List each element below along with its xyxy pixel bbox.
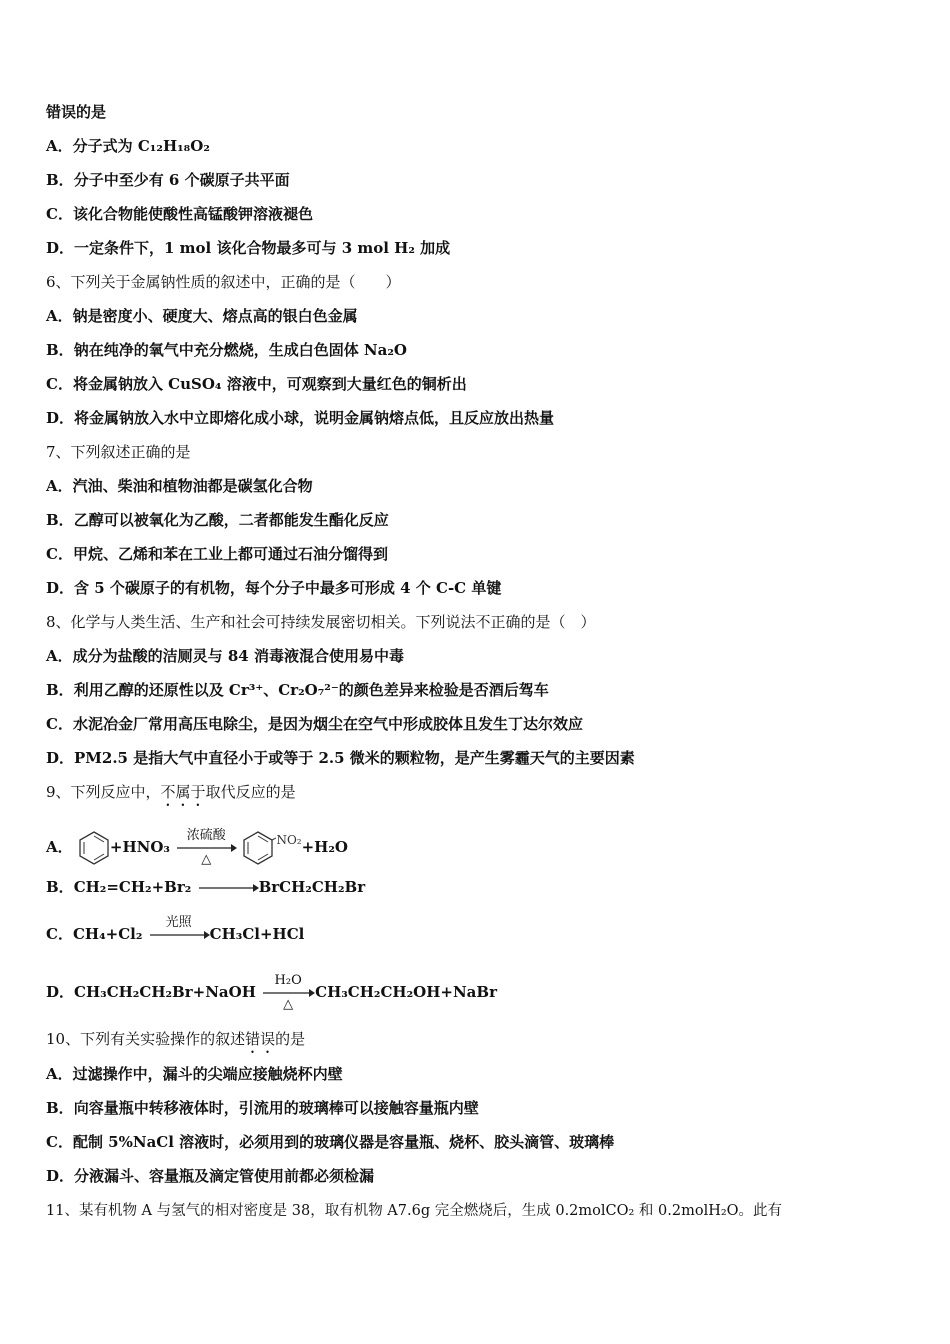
q9-stem-pre: 9、下列反应中， bbox=[46, 783, 161, 801]
q9-option-b bbox=[46, 877, 365, 897]
q6-stem: 6、下列关于金属钠性质的叙述中，正确的是（ ） bbox=[46, 273, 401, 291]
option-letter: C． bbox=[46, 205, 73, 223]
q5-option-a bbox=[46, 136, 210, 156]
option-letter: C． bbox=[46, 545, 73, 563]
option-text: 水泥冶金厂常用高压电除尘，是因为烟尘在空气中形成胶体且发生丁达尔效应 bbox=[72, 715, 583, 733]
q9d-condition-bottom: △ bbox=[283, 997, 294, 1012]
q9-stem-emphasis: 不属于 bbox=[160, 783, 206, 801]
option-text: 分子式为 C₁₂H₁₈O₂ bbox=[72, 137, 210, 155]
option-letter: A． bbox=[46, 647, 73, 665]
option-letter: A． bbox=[46, 1065, 73, 1083]
q9-stem bbox=[46, 782, 296, 802]
q9c-products: CH₃Cl+HCl bbox=[209, 925, 305, 943]
q9a-reaction-arrow bbox=[175, 828, 237, 868]
option-text: PM2.5 是指大气中直径小于或等于 2.5 微米的颗粒物，是产生雾霾天气的主要因素 bbox=[74, 749, 635, 767]
option-text: 钠在纯净的氧气中充分燃烧，生成白色固体 Na₂O bbox=[73, 341, 407, 359]
q9c-reactants: CH₄+Cl₂ bbox=[72, 925, 143, 943]
option-text: 利用乙醇的还原性以及 Cr³⁺、Cr₂O₇²⁻的颜色差异来检验是否酒后驾车 bbox=[73, 681, 549, 699]
option-text: 分子中至少有 6 个碳原子共平面 bbox=[73, 171, 290, 189]
option-letter: D． bbox=[46, 1167, 75, 1185]
option-letter: D． bbox=[46, 239, 75, 257]
option-text: 一定条件下，1 mol 该化合物最多可与 3 mol H₂ 加成 bbox=[74, 239, 451, 257]
q10-stem-post: 的是 bbox=[275, 1030, 306, 1048]
q6-option-d bbox=[46, 408, 554, 428]
option-letter: C． bbox=[46, 375, 73, 393]
q5-option-b bbox=[46, 170, 290, 190]
option-letter: B． bbox=[46, 171, 74, 189]
q9c-reaction-arrow bbox=[148, 915, 210, 955]
option-letter: A． bbox=[46, 307, 73, 325]
option-letter: D． bbox=[46, 579, 75, 597]
option-text: 汽油、柴油和植物油都是碳氢化合物 bbox=[72, 477, 313, 495]
option-letter: C． bbox=[46, 1133, 73, 1151]
q7-option-c bbox=[46, 544, 388, 564]
q9a-products: +H₂O bbox=[301, 838, 348, 856]
q9d-products: CH₃CH₂CH₂OH+NaBr bbox=[315, 983, 497, 1001]
q10-option-b bbox=[46, 1098, 479, 1118]
option-letter: B． bbox=[46, 341, 74, 359]
benzene-ring-icon bbox=[78, 830, 110, 866]
option-letter: B． bbox=[46, 878, 74, 896]
q9a-reactants: +HNO₃ bbox=[109, 838, 170, 856]
q10-stem-emphasis: 错误 bbox=[245, 1030, 276, 1048]
q9a-condition-top: 浓硫酸 bbox=[186, 828, 226, 843]
arrow-icon bbox=[148, 915, 210, 955]
option-letter: D． bbox=[46, 749, 75, 767]
option-text: 该化合物能使酸性高锰酸钾溶液褪色 bbox=[72, 205, 313, 223]
q11-stem: 11、某有机物 A 与氢气的相对密度是 38，取有机物 A7.6g 完全燃烧后，生成 0.2molCO₂ 和 0.2molH₂O。此有 bbox=[46, 1203, 783, 1219]
option-text: 过滤操作中，漏斗的尖端应接触烧杯内壁 bbox=[72, 1065, 343, 1083]
q9a-nitro-group: NO₂ bbox=[276, 833, 302, 847]
option-letter: B． bbox=[46, 511, 74, 529]
q9b-reactants: CH₂=CH₂+Br₂ bbox=[73, 878, 192, 896]
option-letter: B． bbox=[46, 681, 74, 699]
q9d-reactants: CH₃CH₂CH₂Br+NaOH bbox=[74, 983, 256, 1001]
q9-stem-post: 取代反应的是 bbox=[205, 783, 296, 801]
q7-option-b bbox=[46, 510, 389, 530]
q7-option-d bbox=[46, 578, 501, 598]
q10-option-a bbox=[46, 1064, 343, 1084]
option-text: 将金属钠放入水中立即熔化成小球，说明金属钠熔点低，且反应放出热量 bbox=[74, 409, 555, 427]
benzene-ring-icon bbox=[242, 830, 276, 866]
q5-option-d bbox=[46, 238, 450, 258]
q9-option-a bbox=[46, 820, 348, 867]
option-text: 成分为盐酸的洁厕灵与 84 消毒液混合使用易中毒 bbox=[72, 647, 404, 665]
option-letter: A． bbox=[46, 137, 73, 155]
q9-option-c bbox=[46, 914, 304, 954]
q8-option-c bbox=[46, 714, 583, 734]
q10-option-d bbox=[46, 1166, 374, 1186]
option-letter: C． bbox=[46, 925, 73, 943]
q6-option-b bbox=[46, 340, 407, 360]
q10-stem bbox=[46, 1029, 305, 1049]
q8-option-b bbox=[46, 680, 549, 700]
q7-option-a bbox=[46, 476, 313, 496]
q9d-condition-top: H₂O bbox=[274, 973, 302, 988]
option-text: 向容量瓶中转移液体时，引流用的玻璃棒可以接触容量瓶内壁 bbox=[73, 1099, 479, 1117]
option-text: 将金属钠放入 CuSO₄ 溶液中，可观察到大量红色的铜析出 bbox=[72, 375, 467, 393]
q6-option-a bbox=[46, 306, 358, 326]
q10-option-c bbox=[46, 1132, 614, 1152]
q9c-condition-top: 光照 bbox=[165, 915, 192, 930]
q8-stem: 8、化学与人类生活、生产和社会可持续发展密切相关。下列说法不正确的是（ ） bbox=[46, 613, 596, 631]
option-text: 钠是密度小、硬度大、熔点高的银白色金属 bbox=[72, 307, 358, 325]
option-letter: B． bbox=[46, 1099, 74, 1117]
option-text: 分液漏斗、容量瓶及滴定管使用前都必须检漏 bbox=[74, 1167, 375, 1185]
q9-option-d bbox=[46, 972, 497, 1012]
q9d-reaction-arrow bbox=[261, 973, 315, 1013]
option-text: 甲烷、乙烯和苯在工业上都可通过石油分馏得到 bbox=[72, 545, 388, 563]
option-letter: D． bbox=[46, 409, 75, 427]
option-text: 含 5 个碳原子的有机物，每个分子中最多可形成 4 个 C-C 单键 bbox=[74, 579, 502, 597]
option-text: 配制 5%NaCl 溶液时，必须用到的玻璃仪器是容量瓶、烧杯、胶头滴管、玻璃棒 bbox=[72, 1133, 615, 1151]
q8-option-a bbox=[46, 646, 404, 666]
option-letter: C． bbox=[46, 715, 73, 733]
q10-stem-pre: 10、下列有关实验操作的叙述 bbox=[46, 1030, 246, 1048]
q5-intro: 错误的是 bbox=[46, 103, 107, 121]
q9b-products: BrCH₂CH₂Br bbox=[258, 878, 366, 896]
option-letter: A． bbox=[46, 838, 73, 856]
q5-option-c bbox=[46, 204, 313, 224]
q6-option-c bbox=[46, 374, 467, 394]
option-text: 乙醇可以被氧化为乙酸，二者都能发生酯化反应 bbox=[73, 511, 389, 529]
arrow-icon bbox=[197, 882, 259, 894]
option-letter: A． bbox=[46, 477, 73, 495]
q8-option-d bbox=[46, 748, 635, 768]
option-letter: D． bbox=[46, 983, 75, 1001]
q9a-condition-bottom: △ bbox=[201, 852, 212, 867]
q7-stem: 7、下列叙述正确的是 bbox=[46, 443, 191, 461]
